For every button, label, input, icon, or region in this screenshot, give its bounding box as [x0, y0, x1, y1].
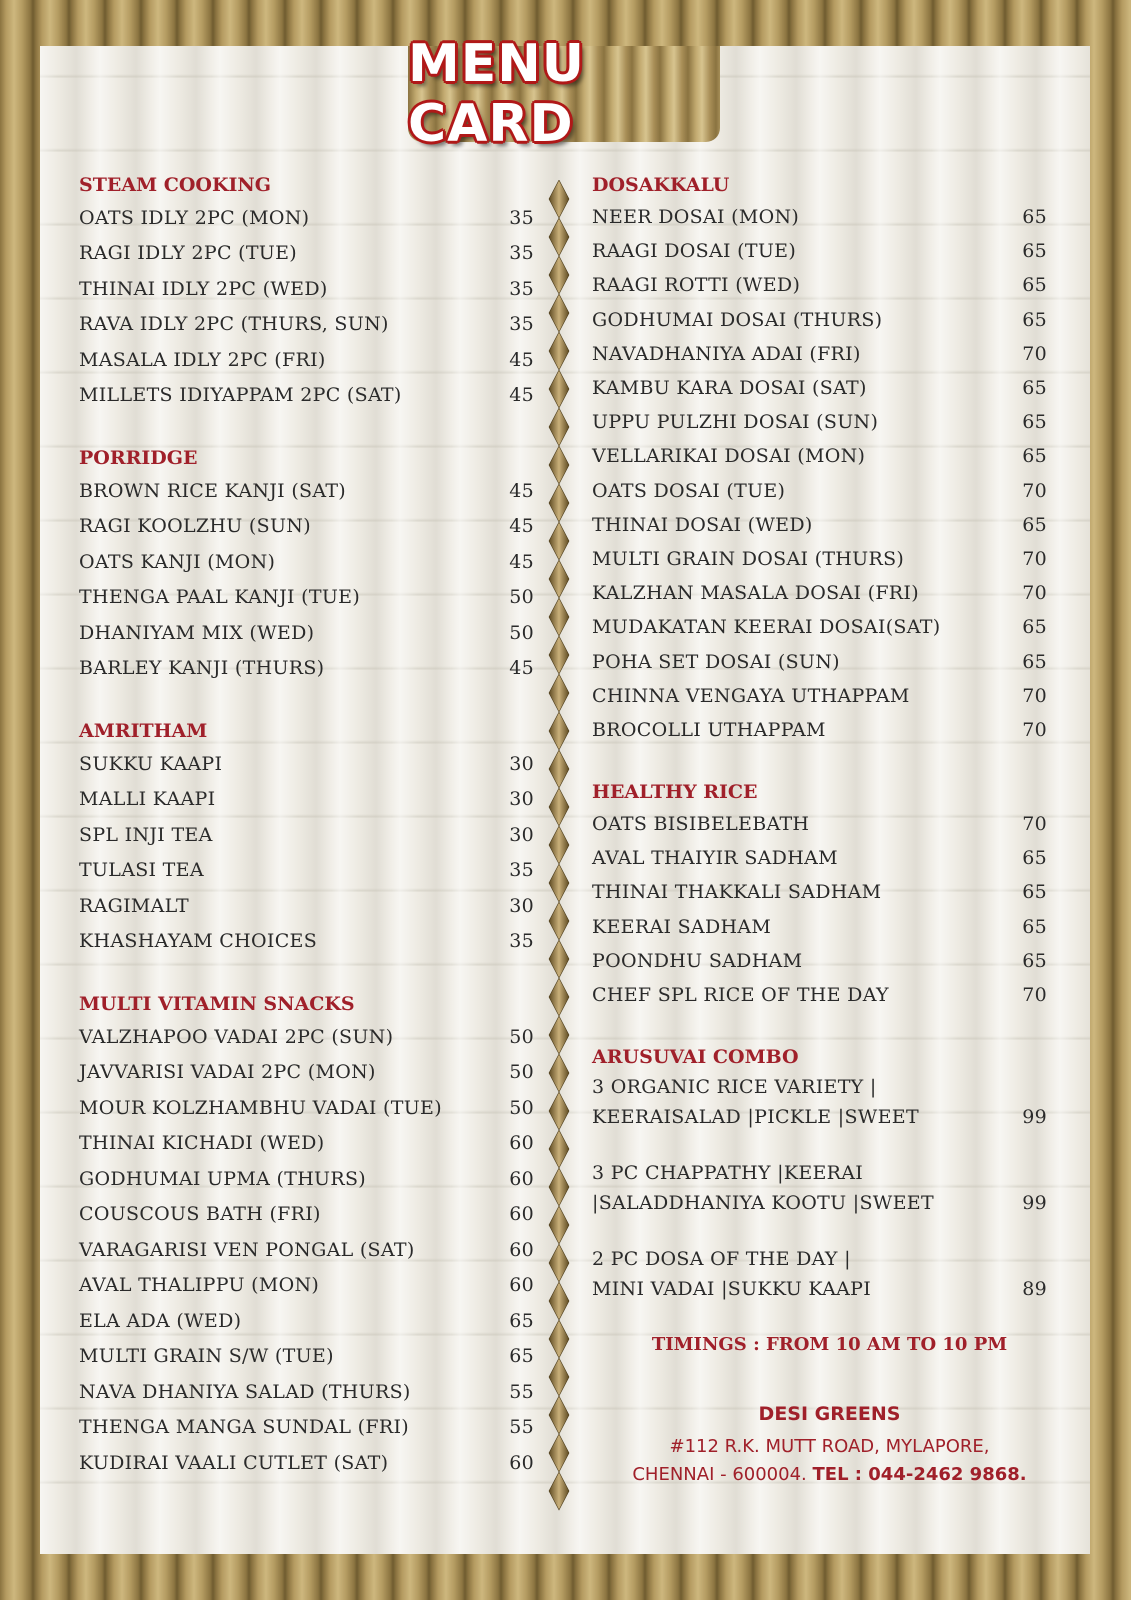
combo-item	[592, 1158, 1047, 1218]
item-price: 60	[509, 1132, 534, 1155]
item-name: GODHUMAI UPMA (THURS)	[79, 1167, 367, 1190]
item-price: 35	[509, 930, 534, 953]
item-name: THINAI KICHADI (WED)	[79, 1132, 325, 1155]
divider-diamond	[549, 1092, 569, 1130]
item-price: 35	[509, 206, 534, 229]
item-name: VALZHAPOO VADAI 2PC (SUN)	[79, 1025, 394, 1048]
combo-line: MINI VADAI |SUKKU KAAPI	[592, 1278, 872, 1301]
menu-item	[79, 200, 534, 236]
item-price: 65	[1022, 411, 1047, 434]
menu-item	[79, 1232, 534, 1268]
item-name: THINAI DOSAI (WED)	[592, 513, 813, 536]
menu-item	[79, 1161, 534, 1197]
item-price: 30	[509, 788, 534, 811]
restaurant-info	[592, 1403, 1047, 1489]
timings: TIMINGS : FROM 10 AM TO 10 PM	[651, 1334, 1008, 1356]
menu-item	[592, 713, 1047, 747]
item-name: MOUR KOLZHAMBHU VADAI (TUE)	[79, 1096, 442, 1119]
menu-item	[79, 924, 534, 960]
item-price: 65	[1022, 274, 1047, 297]
menu-section	[79, 443, 534, 686]
item-price: 65	[1022, 513, 1047, 536]
menu-item	[592, 679, 1047, 713]
menu-item	[592, 200, 1047, 234]
menu-item	[592, 303, 1047, 337]
combo-line: 2 PC DOSA OF THE DAY |	[592, 1248, 851, 1271]
menu-item	[79, 1055, 534, 1091]
divider-diamond	[549, 1434, 569, 1472]
menu-item	[79, 746, 534, 782]
item-name: COUSCOUS BATH (FRI)	[79, 1203, 321, 1226]
menu-item	[592, 508, 1047, 542]
menu-item	[592, 944, 1047, 978]
item-name: RAGIMALT	[79, 894, 190, 917]
section-heading: MULTI VITAMIN SNACKS	[79, 993, 355, 1015]
divider-diamond	[549, 332, 569, 370]
item-price: 65	[509, 1309, 534, 1332]
divider-diamond	[549, 484, 569, 522]
item-name: POHA SET DOSAI (SUN)	[592, 650, 840, 673]
item-name: KHASHAYAM CHOICES	[79, 930, 318, 953]
item-price: 65	[1022, 377, 1047, 400]
item-name: KAMBU KARA DOSAI (SAT)	[592, 377, 867, 400]
divider-diamond	[549, 1016, 569, 1054]
item-price: 50	[509, 1025, 534, 1048]
menu-item	[592, 910, 1047, 944]
item-name: RAVA IDLY 2PC (THURS, SUN)	[79, 313, 389, 336]
divider-diamond	[549, 522, 569, 560]
combo-price: 99	[1022, 1192, 1047, 1215]
item-price: 65	[1022, 206, 1047, 229]
item-name: RAGI IDLY 2PC (TUE)	[79, 242, 298, 265]
menu-item	[79, 544, 534, 580]
menu-item	[79, 1303, 534, 1339]
combo-line: |SALADDHANIYA KOOTU |SWEET	[592, 1192, 934, 1215]
item-name: KEERAI SADHAM	[592, 915, 772, 938]
item-price: 70	[1022, 547, 1047, 570]
item-price: 70	[1022, 479, 1047, 502]
item-price: 65	[1022, 949, 1047, 972]
item-name: JAVVARISI VADAI 2PC (MON)	[79, 1061, 376, 1084]
combo-line: 3 PC CHAPPATHY |KEERAI	[592, 1162, 864, 1185]
menu-item	[592, 644, 1047, 678]
item-price: 35	[509, 313, 534, 336]
divider-diamond	[549, 446, 569, 484]
divider-diamond	[549, 826, 569, 864]
divider-diamond	[549, 218, 569, 256]
menu-section	[79, 989, 534, 1481]
item-name: TULASI TEA	[79, 859, 204, 882]
divider-diamond	[549, 902, 569, 940]
menu-item	[592, 841, 1047, 875]
menu-item	[592, 542, 1047, 576]
item-price: 30	[509, 894, 534, 917]
section-heading: DOSAKKALU	[592, 174, 730, 196]
section-heading: PORRIDGE	[79, 447, 198, 469]
item-name: KUDIRAI VAALI CUTLET (SAT)	[79, 1451, 389, 1474]
item-name: THENGA PAAL KANJI (TUE)	[79, 586, 361, 609]
menu-item	[592, 875, 1047, 909]
menu-item	[79, 651, 534, 687]
divider-diamond	[549, 1396, 569, 1434]
item-name: KALZHAN MASALA DOSAI (FRI)	[592, 582, 919, 605]
item-price: 35	[509, 859, 534, 882]
item-price: 35	[509, 242, 534, 265]
item-name: OATS IDLY 2PC (MON)	[79, 206, 310, 229]
item-price: 30	[509, 823, 534, 846]
item-price: 65	[1022, 308, 1047, 331]
item-name: OATS DOSAI (TUE)	[592, 479, 786, 502]
item-price: 45	[509, 657, 534, 680]
item-name: ELA ADA (WED)	[79, 1309, 242, 1332]
combo-line: KEERAISALAD |PICKLE |SWEET	[592, 1106, 919, 1129]
item-price: 65	[1022, 650, 1047, 673]
divider-diamond	[549, 1282, 569, 1320]
item-price: 70	[1022, 813, 1047, 836]
title-banner	[408, 34, 720, 154]
menu-item	[592, 405, 1047, 439]
menu-item	[592, 576, 1047, 610]
combo-price: 89	[1022, 1278, 1047, 1301]
divider-diamond	[549, 370, 569, 408]
item-name: MULTI GRAIN DOSAI (THURS)	[592, 547, 905, 570]
item-name: BARLEY KANJI (THURS)	[79, 657, 325, 680]
item-price: 60	[509, 1451, 534, 1474]
item-name: BROWN RICE KANJI (SAT)	[79, 479, 347, 502]
item-name: GODHUMAI DOSAI (THURS)	[592, 308, 883, 331]
item-name: MULTI GRAIN S/W (TUE)	[79, 1345, 334, 1368]
menu-item	[592, 978, 1047, 1012]
menu-item	[79, 509, 534, 545]
menu-item	[79, 1410, 534, 1446]
item-name: NAVADHANIYA ADAI (FRI)	[592, 342, 861, 365]
divider-diamond	[549, 788, 569, 826]
item-price: 50	[509, 1061, 534, 1084]
item-price: 65	[1022, 445, 1047, 468]
menu-section	[79, 170, 534, 413]
address-line-1: #112 R.K. MUTT ROAD, MYLAPORE,	[669, 1436, 990, 1458]
section-heading: AMRITHAM	[79, 720, 208, 742]
item-name: MALLI KAAPI	[79, 788, 216, 811]
divider-diamond	[549, 750, 569, 788]
item-name: RAAGI DOSAI (TUE)	[592, 240, 797, 263]
menu-item	[79, 580, 534, 616]
menu-item	[592, 337, 1047, 371]
menu-section	[592, 777, 1047, 1012]
left-column	[79, 170, 534, 1511]
address-line-2	[612, 1461, 1047, 1489]
divider-diamond	[549, 256, 569, 294]
item-name: MUDAKATAN KEERAI DOSAI(SAT)	[592, 616, 941, 639]
menu-item	[79, 378, 534, 414]
item-name: UPPU PULZHI DOSAI (SUN)	[592, 411, 879, 434]
divider-diamond	[549, 1358, 569, 1396]
menu-section	[592, 170, 1047, 747]
menu-item	[79, 1197, 534, 1233]
item-name: THINAI IDLY 2PC (WED)	[79, 277, 328, 300]
menu-item	[592, 234, 1047, 268]
item-price: 55	[509, 1416, 534, 1439]
item-price: 65	[1022, 240, 1047, 263]
combo-line: 3 ORGANIC RICE VARIETY |	[592, 1076, 877, 1099]
item-name: CHEF SPL RICE OF THE DAY	[592, 984, 889, 1007]
divider-diamond	[549, 1472, 569, 1510]
combo-item	[592, 1244, 1047, 1304]
right-column	[592, 170, 1047, 1489]
item-name: DHANIYAM MIX (WED)	[79, 621, 315, 644]
divider-diamond	[549, 940, 569, 978]
item-price: 45	[509, 550, 534, 573]
divider-diamond	[549, 636, 569, 674]
item-name: AVAL THALIPPU (MON)	[79, 1274, 320, 1297]
divider-diamond	[549, 408, 569, 446]
item-price: 60	[509, 1274, 534, 1297]
menu-item	[592, 807, 1047, 841]
combo-section	[592, 1042, 1047, 1304]
menu-item	[79, 817, 534, 853]
menu-item	[79, 888, 534, 924]
divider-diamond	[549, 294, 569, 332]
item-name: SPL INJI TEA	[79, 823, 213, 846]
menu-item	[592, 610, 1047, 644]
item-name: RAGI KOOLZHU (SUN)	[79, 515, 311, 538]
item-name: CHINNA VENGAYA UTHAPPAM	[592, 684, 910, 707]
item-name: NEER DOSAI (MON)	[592, 206, 800, 229]
item-name: MILLETS IDIYAPPAM 2PC (SAT)	[79, 384, 402, 407]
menu-item	[592, 268, 1047, 302]
item-price: 30	[509, 752, 534, 775]
item-price: 35	[509, 277, 534, 300]
item-name: SUKKU KAAPI	[79, 752, 223, 775]
combo-description	[592, 1158, 934, 1218]
menu-item	[79, 853, 534, 889]
item-name: THINAI THAKKALI SADHAM	[592, 881, 882, 904]
item-price: 45	[509, 515, 534, 538]
item-name: BROCOLLI UTHAPPAM	[592, 718, 826, 741]
menu-item	[79, 271, 534, 307]
item-price: 70	[1022, 582, 1047, 605]
item-price: 70	[1022, 342, 1047, 365]
diamond-divider	[548, 180, 570, 1520]
item-price: 50	[509, 621, 534, 644]
item-price: 65	[1022, 915, 1047, 938]
divider-diamond	[549, 1206, 569, 1244]
menu-item	[79, 1445, 534, 1481]
item-price: 65	[1022, 616, 1047, 639]
menu-section	[79, 716, 534, 959]
divider-diamond	[549, 598, 569, 636]
divider-diamond	[549, 1320, 569, 1358]
address-city: CHENNAI - 600004.	[632, 1464, 807, 1486]
item-name: MASALA IDLY 2PC (FRI)	[79, 348, 326, 371]
divider-diamond	[549, 674, 569, 712]
item-price: 45	[509, 348, 534, 371]
divider-diamond	[549, 1054, 569, 1092]
divider-diamond	[549, 712, 569, 750]
item-price: 60	[509, 1238, 534, 1261]
divider-diamond	[549, 180, 569, 218]
combo-description	[592, 1072, 919, 1132]
item-price: 55	[509, 1380, 534, 1403]
menu-item	[79, 473, 534, 509]
menu-item	[592, 474, 1047, 508]
item-name: VELLARIKAI DOSAI (MON)	[592, 445, 866, 468]
combo-price: 99	[1022, 1106, 1047, 1129]
item-price: 60	[509, 1167, 534, 1190]
divider-diamond	[549, 1168, 569, 1206]
menu-item	[592, 439, 1047, 473]
item-name: NAVA DHANIYA SALAD (THURS)	[79, 1380, 411, 1403]
restaurant-name: DESI GREENS	[758, 1403, 901, 1426]
menu-item	[79, 1339, 534, 1375]
divider-diamond	[549, 978, 569, 1016]
menu-item	[592, 371, 1047, 405]
item-name: VARAGARISI VEN PONGAL (SAT)	[79, 1238, 415, 1261]
item-price: 45	[509, 479, 534, 502]
section-heading: ARUSUVAI COMBO	[592, 1046, 799, 1069]
menu-title: MENU CARD	[408, 34, 586, 154]
item-price: 70	[1022, 684, 1047, 707]
combo-item	[592, 1072, 1047, 1132]
item-price: 50	[509, 586, 534, 609]
item-name: OATS BISIBELEBATH	[592, 813, 810, 836]
item-price: 45	[509, 384, 534, 407]
item-name: RAAGI ROTTI (WED)	[592, 274, 801, 297]
item-price: 70	[1022, 718, 1047, 741]
section-heading: STEAM COOKING	[79, 174, 271, 196]
section-heading: HEALTHY RICE	[592, 781, 758, 803]
menu-item	[79, 1019, 534, 1055]
item-price: 60	[509, 1203, 534, 1226]
menu-item	[79, 1126, 534, 1162]
menu-item	[79, 782, 534, 818]
divider-diamond	[549, 560, 569, 598]
item-price: 65	[509, 1345, 534, 1368]
menu-item	[79, 236, 534, 272]
divider-diamond	[549, 1130, 569, 1168]
menu-item	[79, 342, 534, 378]
telephone: TEL : 044-2462 9868.	[812, 1464, 1027, 1486]
divider-diamond	[549, 864, 569, 902]
menu-item	[79, 1090, 534, 1126]
item-price: 65	[1022, 881, 1047, 904]
item-name: OATS KANJI (MON)	[79, 550, 276, 573]
item-price: 70	[1022, 984, 1047, 1007]
item-name: THENGA MANGA SUNDAL (FRI)	[79, 1416, 409, 1439]
divider-diamond	[549, 1244, 569, 1282]
item-name: POONDHU SADHAM	[592, 949, 803, 972]
item-price: 65	[1022, 847, 1047, 870]
menu-item	[79, 1374, 534, 1410]
menu-item	[79, 1268, 534, 1304]
item-price: 50	[509, 1096, 534, 1119]
item-name: AVAL THAIYIR SADHAM	[592, 847, 838, 870]
combo-description	[592, 1244, 871, 1304]
menu-item	[79, 307, 534, 343]
menu-item	[79, 615, 534, 651]
